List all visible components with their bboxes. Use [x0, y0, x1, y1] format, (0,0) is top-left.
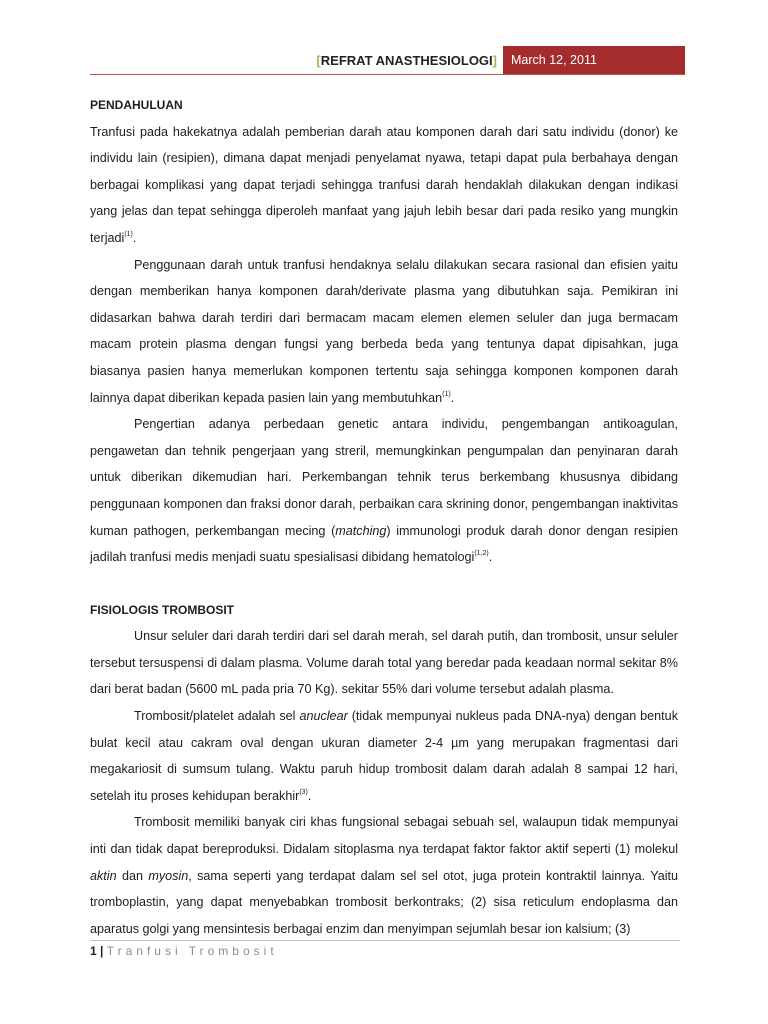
paragraph-text: Penggunaan darah untuk tranfusi hendaknya selalu dilakukan secara rasional dan efisien yaitu dengan memberikan hanya komponen darah/derivate plasma yang dibutuhkan saja. Pemikiran ini didasarkan bahwa darah terdiri dari bermacam macam elemen elemen seluler dan juga bermacam macam protein plasma dengan fungsi yang berbeda beda yang tentunya dapat dipisahkan, juga biasanya pasien hanya memerlukan komponen tertentu saja sehingga komponen komponen darah lainnya dapat diberikan kepada pasien lain yang membutuhkan	[90, 257, 678, 405]
citation: (3)	[299, 788, 308, 796]
paragraph-text: Pengertian adanya perbedaan genetic antara individu, pengembangan antikoagulan, pengawetan dan tehnik pengerjaan yang streril, memungkinkan pengumpalan dan penyinaran darah untuk diberikan dikemudian hari. Perkembangan tehnik terus berkembang khususnya dibidang penggunaan komponen dan fraksi donor darah, perbaikan cara skrining donor, pengembangan inaktivitas kuman pathogen, perkembangan mecing (	[90, 417, 678, 538]
section-spacer	[90, 571, 678, 597]
paragraph-text: Tranfusi pada hakekatnya adalah pemberian darah atau komponen darah dari satu individu (donor) ke individu lain (resipien), dimana dapat menjadi penyelamat nyawa, tetapi dapat pula berbahaya dengan berbagai komplikasi yang dapat terjadi sehingga tranfusi darah hendaklah dilakukan dengan indikasi yang jelas dan tepat sehingga diperoleh manfaat yang jajuh lebih besar dari pada resiko yang mungkin terjadi	[90, 124, 678, 245]
footer-rule	[90, 940, 680, 941]
paragraph-end: .	[132, 230, 137, 245]
paragraph	[90, 703, 678, 809]
paragraph	[90, 119, 678, 252]
header-date: March 12, 2011	[503, 46, 685, 75]
citation: (1,2)	[474, 550, 489, 558]
paragraph-end: .	[450, 390, 455, 405]
citation: (1)	[124, 230, 133, 238]
footer-title: Tranfusi Trombosit	[106, 944, 278, 958]
italic-term: aktin	[90, 868, 117, 883]
paragraph	[90, 809, 678, 942]
section-heading-fisiologis: FISIOLOGIS TROMBOSIT	[90, 602, 234, 617]
paragraph	[90, 411, 678, 571]
paragraph: Unsur seluler dari darah terdiri dari sel darah merah, sel darah putih, dan trombosit, unsur seluler tersebut tersuspensi di dalam plasma. Volume darah total yang beredar pada keadaan normal sekitar 8% dari berat badan (5600 mL pada pria 70 Kg). sekitar 55% dari volume tersebut adalah plasma.	[90, 629, 678, 697]
paragraph-text: ) immunologi produk darah donor dengan resipien jadilah tranfusi medis menjadi suatu spesialisasi dibidang hematologi	[90, 523, 678, 565]
header-rule	[90, 74, 685, 75]
header-bracket-close: ]	[492, 53, 497, 68]
paragraph-text: , sama seperti yang terdapat dalam sel sel otot, juga protein kontraktil lainnya. Yaitu tromboplastin, yang dapat menyebabkan trombosit berkontraks; (2) sisa reticulum endoplasma dan aparatus golgi yang mensintesis berbagai enzim dan menyimpan sejumlah besar ion kalsium; (3)	[90, 868, 679, 936]
paragraph-text: dan	[116, 868, 149, 883]
paragraph-text: (tidak mempunyai nukleus pada DNA-nya) dengan bentuk bulat kecil atau cakram oval dengan ukuran diameter 2-4 µm yang merupakan fragmentasi dari megakariosit di sumsum tulang. Waktu paruh hidup trombosit dalam darah adalah 8 sampai 12 hari, setelah itu proses kehidupan berakhir	[90, 709, 678, 803]
italic-term: myosin	[148, 868, 189, 883]
header-title-text: REFRAT ANASTHESIOLOGI	[320, 53, 493, 68]
italic-term: matching	[335, 523, 387, 538]
citation: (1)	[442, 390, 451, 398]
header-bracket-open: [	[316, 53, 321, 68]
paragraph-text: Trombosit/platelet adalah sel	[134, 709, 300, 724]
section-heading-pendahuluan: PENDAHULUAN	[90, 98, 183, 112]
paragraph	[90, 252, 678, 412]
page-header	[90, 46, 685, 75]
paragraph-text: Trombosit memiliki banyak ciri khas fungsional sebagai sebuah sel, walaupun tidak mempunyai inti dan tidak dapat bereproduksi. Didalam sitoplasma nya terdapat faktor faktor aktif seperti (1) molekul	[90, 815, 678, 857]
footer-separator: |	[100, 944, 104, 958]
page-number: 1	[90, 944, 97, 958]
page-footer	[90, 944, 278, 958]
paragraph-end: .	[307, 788, 312, 803]
paragraph-end: .	[488, 550, 493, 565]
document-body	[90, 92, 678, 942]
italic-term: anuclear	[299, 709, 348, 724]
header-title	[316, 53, 497, 68]
